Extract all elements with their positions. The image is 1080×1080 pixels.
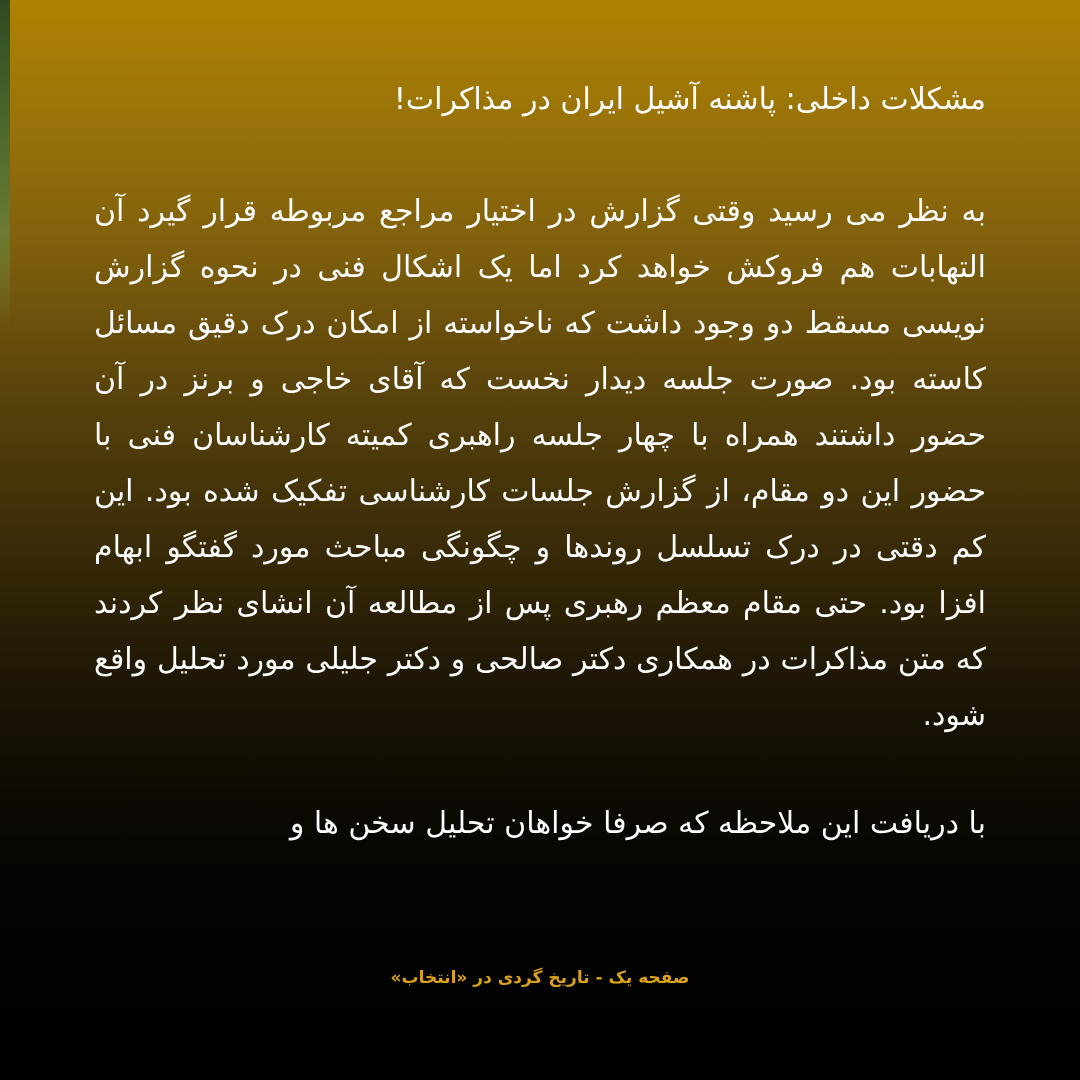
article-title: مشکلات داخلی: پاشنه آشیل ایران در مذاکرات! — [393, 82, 986, 117]
article-paragraph-2: با دریافت این ملاحظه که صرفا خواهان تحلیل سخن ها و — [289, 806, 986, 841]
article-body — [94, 74, 986, 852]
article-paragraph-1: به نظر می رسید وقتی گزارش در اختیار مراجع مربوطه قرار گیرد آن التهابات هم فروکش خواهد کرد اما یک اشکال فنی در نحوه گزارش نویسی مسقط دو وجود داشت که ناخواسته از امکان درک دقیق مسائل کاسته بود. صورت جلسه دیدار نخست که آقای خاجی و برنز در آن حضور داشتند همراه با چهار جلسه راهبری کمیته کارشناسان فنی با حضور این دو مقام، از گزارش جلسات کارشناسی تفکیک شده بود. این کم دقتی در درک تسلسل روندها و چگونگی مباحث مورد گفتگو ابهام افزا بود. حتی مقام معظم رهبری پس از مطالعه آن انشای نظر کردند که متن مذاکرات در همکاری دکتر صالحی و دکتر جلیلی مورد تحلیل واقع شود. — [94, 194, 986, 733]
footer-caption: صفحه یک - تاریخ گردی در «انتخاب» — [390, 968, 690, 988]
background-photo-edge — [0, 0, 10, 330]
